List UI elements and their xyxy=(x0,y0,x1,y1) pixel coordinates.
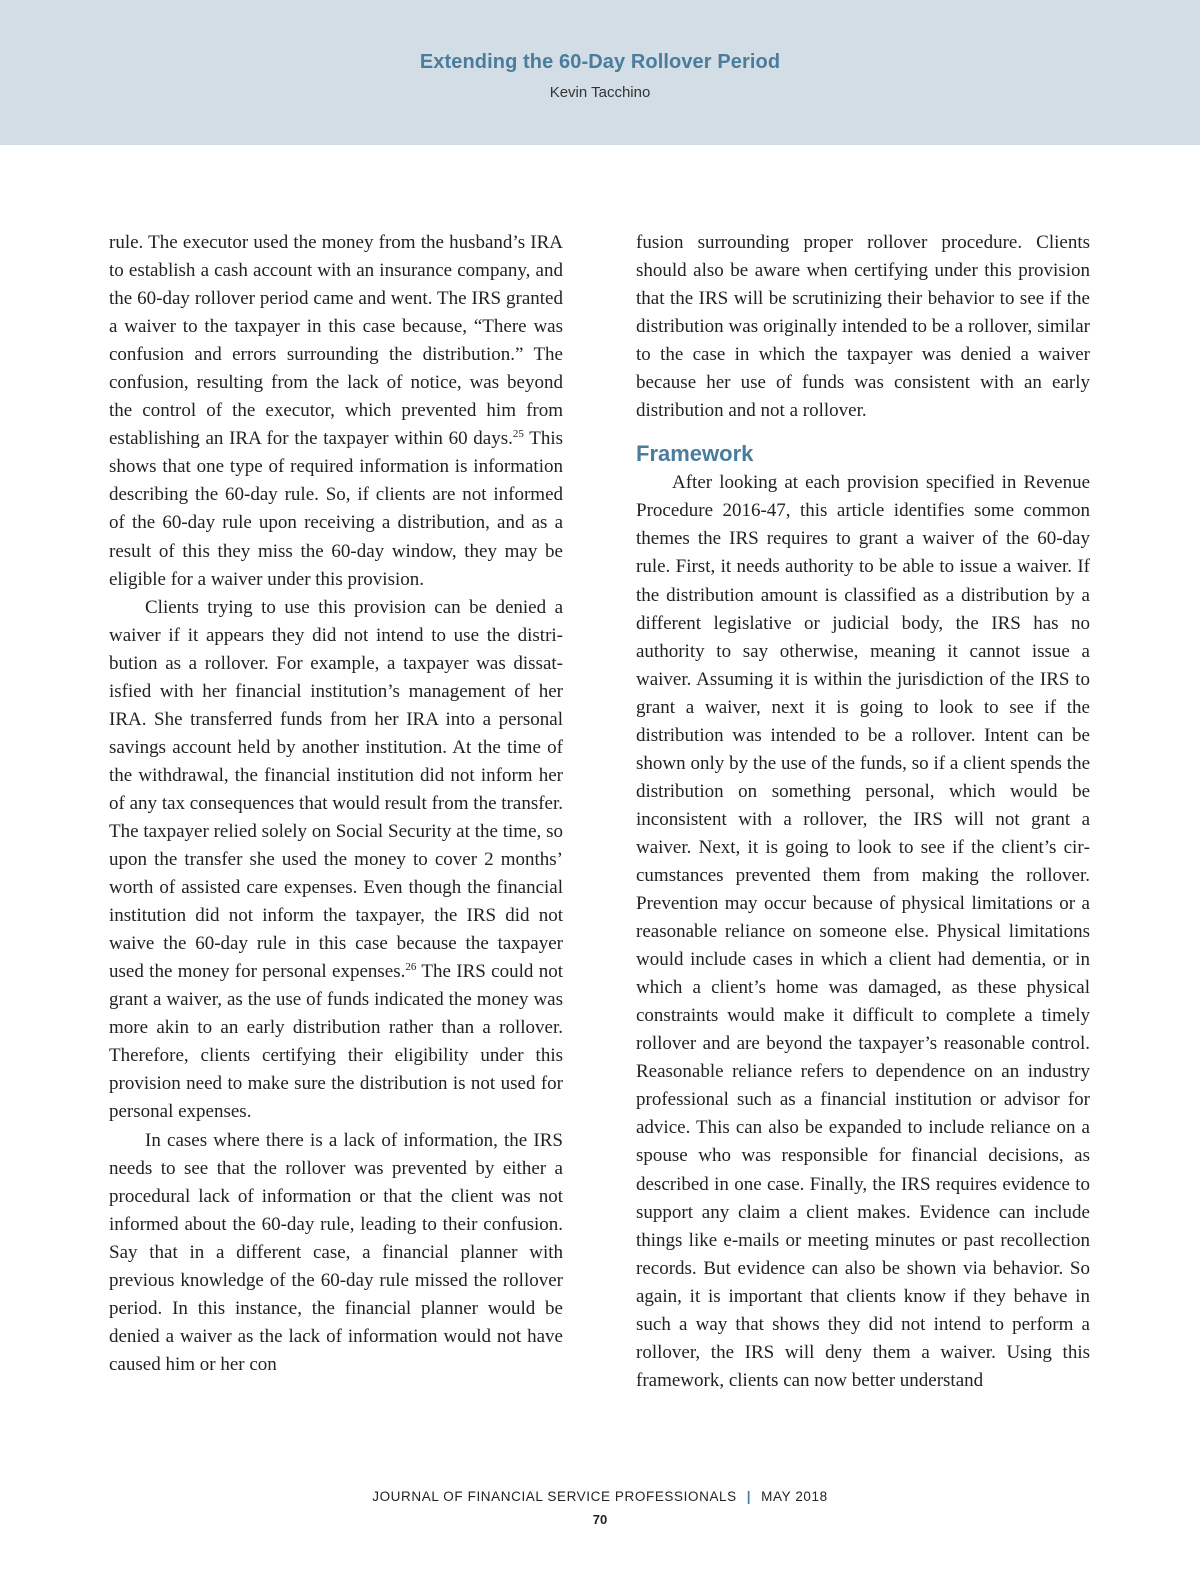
page-number: 70 xyxy=(592,1512,608,1527)
footnote-ref: 25 xyxy=(512,428,524,441)
body-paragraph xyxy=(109,594,563,1127)
body-text: The IRS could not grant a waiver, as the use of funds indicated the money was more akin to an early distribution rather than a rollover. Therefore, clients certifying their eligibility under this provision need to make sure the distribution is not used for personal expenses. xyxy=(109,961,564,1123)
footnote-ref: 26 xyxy=(405,961,417,974)
article-title: Extending the 60-Day Rollover Period xyxy=(419,51,781,73)
body-text: rule. The executor used the money from the husband’s IRA to establish a cash account with an insurance company, and the 60-day rollover period came and went. The IRS granted a waiver to the taxpayer in this case because, “There was confusion and errors surrounding the distribution.” The confusion, resulting from the lack of notice, was beyond the control of the executor, which prevented him from establishing an IRA for the taxpayer within 60 days. xyxy=(109,232,563,450)
footer-separator: | xyxy=(746,1489,752,1504)
body-paragraph: In cases where there is a lack of information, the IRS needs to see that the rollover was prevented by either a procedural lack of information or that the client was not informed about the 60-day rule, leading to their confusion. Say that in a different case, a financial planner with previous knowledge of the 60-day rule missed the rollover period. In this instance, the financial planner would be denied a waiver as the lack of information would not have caused him or her con xyxy=(109,1129,563,1375)
body-text: This shows that one type of required information is information describing the 60-day rule. So, if clients are not informed of the 60-day rule upon receiving a distribution, and as a result of this they miss the 60-day window, they may be eligible for a waiver under this provision. xyxy=(109,428,563,590)
body-paragraph: After looking at each provision specified in Revenue Procedure 2016-47, this article identifies some common themes the IRS requires to grant a waiver of the 60-day rule. First, it needs authority to be able to issue a waiver. If the distribution amount is classified as a distribution by a different legislative or judicial body, the IRS has no authority to say otherwise, meaning it cannot issue a waiver. Assuming it is within the jurisdiction of the IRS to grant a waiver, next it is going to look to see if the distribution was intended to be a rollover. Intent can be shown only by the use of the funds, so if a client spends the distribution on something personal, which would be inconsistent with a rollover, the IRS will not grant a waiver. Next, it is going to look to see if the client’s circumstances prevented them from making the rollover. Prevention may occur because of physical limitations or a reasonable reliance on someone else. Physical limitations would include cases in which a client had dementia, or in which a client’s home was damaged, as these physical constraints would make it difficult to complete a timely rollover and are beyond the taxpayer’s reasonable control. Reasonable reliance refers to dependence on an industry professional such as a financial institution or advisor for advice. This can also be expanded to include reliance on a spouse who was responsible for financial decisions, as described in one case. Finally, the IRS requires evidence to support any claim a client makes. Evidence can include things like e-mails or meeting minutes or past recollection records. But evidence can also be shown via behavior. So again, it is important that clients know if they behave in such a way that shows they did not intend to perform a rollover, the IRS will deny them a waiver. Using this framework, clients can now better understand xyxy=(636,472,1090,1391)
right-column xyxy=(636,229,1090,1395)
article-author: Kevin Tacchino xyxy=(549,84,651,101)
header-band xyxy=(0,0,1200,145)
body-text: Clients trying to use this provision can be denied a waiver if it appears they did not intend to use the distribution as a rollover. For example, a taxpayer was dissatisfied with her financial institution’s management of her IRA. She transferred funds from her IRA into a personal savings account held by another institution. At the time of the withdrawal, the financial institution did not inform her of any tax consequences that would result from the transfer. The taxpayer relied solely on Social Security at the time, so upon the transfer she used the money to cover 2 months’ worth of assisted care expenses. Even though the financial institution did not inform the taxpayer, the IRS did not waive the 60-day rule in this case because the taxpayer used the money for personal expenses. xyxy=(109,596,563,983)
footer-journal-line xyxy=(0,1489,1200,1504)
body-paragraph: fusion surrounding proper rollover procedure. Clients should also be aware when certifying under this provision that the IRS will be scrutinizing their behavior to see if the distribution was originally intended to be a rollover, similar to the case in which the taxpayer was denied a waiver because her use of funds was consistent with an early distribution and not a rollover. xyxy=(636,232,1090,422)
body-paragraph xyxy=(109,229,563,594)
left-column xyxy=(109,229,563,1379)
journal-name: JOURNAL OF FINANCIAL SERVICE PROFESSIONALS xyxy=(372,1489,737,1504)
section-heading: Framework xyxy=(636,441,754,467)
issue-date: MAY 2018 xyxy=(761,1489,828,1504)
